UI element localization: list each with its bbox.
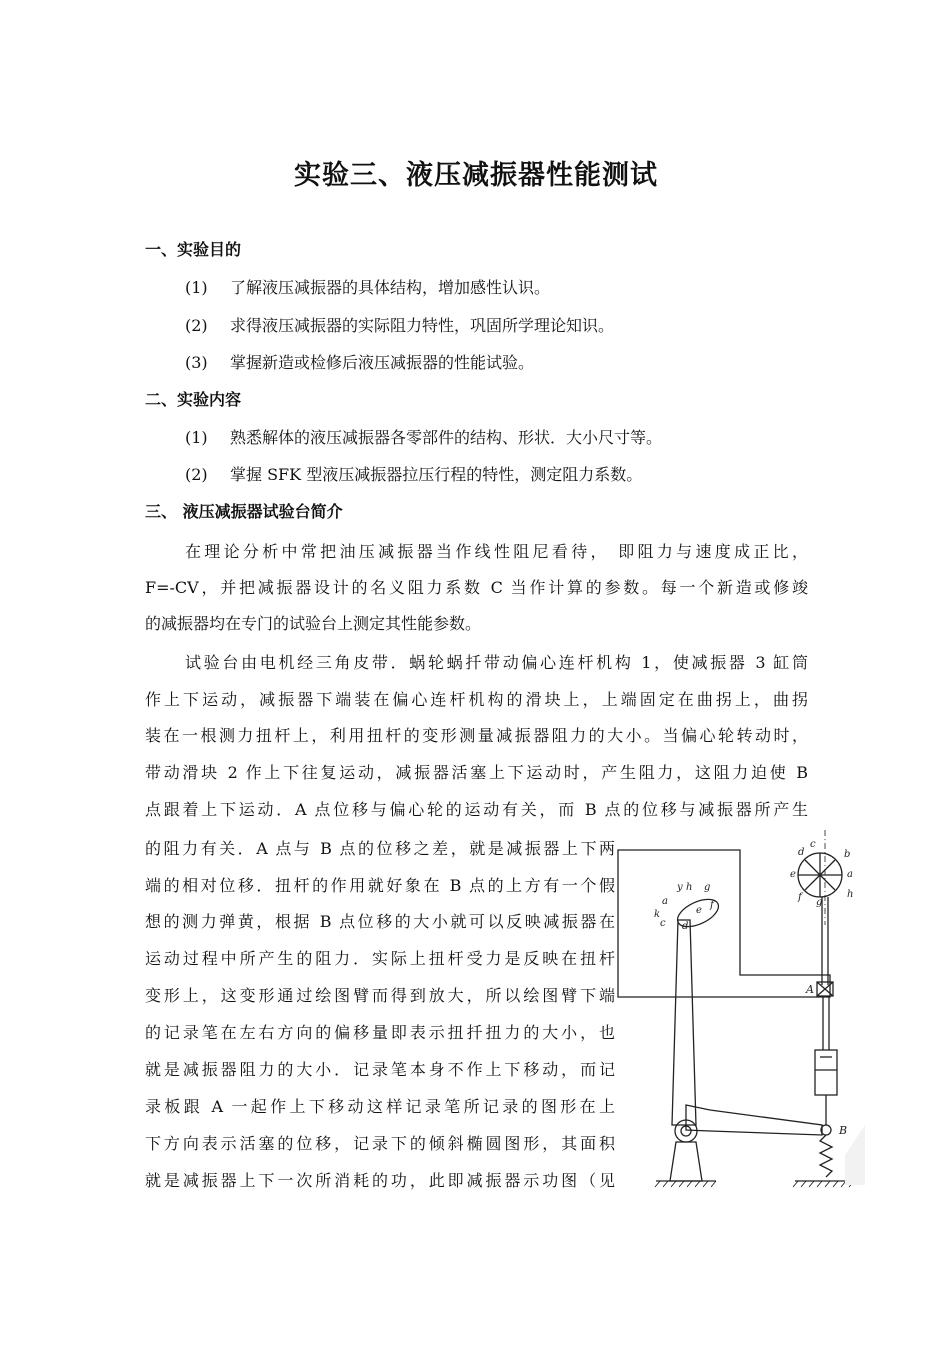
figure-label: d — [798, 847, 805, 858]
section-heading-purpose: 一、实验目的 — [145, 240, 242, 259]
list-item-text: 掌握新造或检修后液压减振器的性能试验。 — [230, 353, 535, 372]
figure-label: e — [790, 869, 796, 880]
list-item — [185, 462, 642, 485]
figure-label: f — [710, 900, 714, 911]
paragraph-line: 试验台由电机经三角皮带．蜗轮蜗扦带动偏心连杆机构 1，使减振器 3 缸筒 — [185, 653, 808, 672]
figure-label: y — [677, 882, 683, 893]
paragraph-line: 想的测力弹黄，根据 B 点位移的大小就可以反映减振器在 — [145, 912, 615, 931]
figure-label: k — [654, 909, 661, 920]
paragraph-line: 就是减振器上下一次所消耗的功，此即减振器示功图（见 — [145, 1171, 615, 1190]
damper-test-rig-diagram — [610, 825, 865, 1195]
list-item — [185, 275, 550, 298]
base-pedestal — [670, 1142, 702, 1181]
spring-icon — [820, 1135, 832, 1177]
list-item-text: 掌握 SFK 型液压减振器拉压行程的特性，测定阻力系数。 — [230, 465, 643, 484]
paragraph-line: 在理论分析中常把油压减振器当作线性阻尼看待， 即阻力与速度成正比， — [185, 542, 808, 561]
paragraph-line: 运动过程中所产生的阻力．实际上扭杆受力是反映在扭杆 — [145, 949, 615, 968]
figure-label: h — [686, 882, 693, 893]
paragraph-line: 录板跟 A 一起作上下移动这样记录笔所记录的图形在上 — [145, 1097, 615, 1116]
figure-label: A — [806, 983, 814, 996]
list-item-number: (2) — [185, 316, 208, 335]
figure-label: g — [816, 897, 823, 908]
paragraph-line: F=-CV，并把减振器设计的名义阻力系数 C 当作计算的参数。每一个新造或修竣 — [145, 578, 808, 597]
figure-label: c — [810, 839, 816, 850]
section-heading-content: 二、实验内容 — [145, 390, 242, 409]
list-item — [185, 425, 662, 448]
paragraph-line: 的阻力有关．A 点与 B 点的位移之差，就是减振器上下两 — [145, 839, 615, 858]
lever-arm — [686, 1105, 822, 1135]
list-item-number: (1) — [185, 428, 208, 447]
paragraph-line: 作上下运动，减振器下端装在偏心连杆机构的滑块上，上端固定在曲拐上，曲拐 — [145, 690, 808, 709]
paragraph-line: 变形上，这变形通过绘图臂而得到放大，所以绘图臂下端 — [145, 986, 615, 1005]
figure-label: h — [847, 889, 854, 900]
eccentric-wheel-icon — [798, 853, 842, 897]
figure-label: d — [682, 921, 689, 932]
list-item-text: 求得液压减振器的实际阻力特性，巩固所学理论知识。 — [230, 316, 615, 335]
list-item-text: 熟悉解体的液压减振器各零部件的结构、形状．大小尺寸等。 — [230, 428, 663, 447]
figure-label: g — [704, 882, 711, 893]
drawing-arm — [672, 920, 696, 1125]
paragraph-line: 带动滑块 2 作上下往复运动，减振器活塞上下运动时，产生阻力，这阻力迫使 B — [145, 763, 808, 782]
page-title: 实验三、液压减振器性能测试 — [294, 160, 658, 191]
figure-label: a — [847, 869, 853, 880]
paragraph-line: 就是减振器阻力的大小．记录笔本身不作上下移动，而记 — [145, 1060, 615, 1079]
figure-label: b — [844, 849, 851, 860]
list-item-number: (2) — [185, 465, 208, 484]
figure-label: a — [662, 896, 668, 907]
section-heading-intro: 三、 液压减振器试验台简介 — [145, 502, 343, 521]
figure-label: f — [798, 892, 802, 903]
list-item — [185, 350, 534, 373]
figure-label: B — [839, 1124, 848, 1137]
figure-label: e — [696, 905, 702, 916]
paragraph-line: 的减振器均在专门的试验台上测定其性能参数。 — [145, 614, 482, 633]
list-item-number: (1) — [185, 278, 208, 297]
list-item — [185, 313, 614, 336]
paragraph-line: 端的相对位移．扭杆的作用就好象在 B 点的上方有一个假 — [145, 876, 615, 895]
paragraph-line: 的记录笔在左右方向的偏移量即表示扭扦扭力的大小，也 — [145, 1023, 615, 1042]
list-item-number: (3) — [185, 353, 208, 372]
list-item-text: 了解液压减振器的具体结构，增加感性认识。 — [230, 278, 551, 297]
paragraph-line: 下方向表示活塞的位移，记录下的倾斜椭圆图形，其面积 — [145, 1134, 615, 1153]
paragraph-line: 点跟着上下运动．A 点位移与偏心轮的运动有关，而 B 点的位移与减振器所产生 — [145, 800, 808, 819]
paragraph-line: 装在一根测力扭杆上，利用扭杆的变形测量减振器阻力的大小。当偏心轮转动时， — [145, 726, 808, 745]
figure-label: c — [660, 918, 666, 929]
